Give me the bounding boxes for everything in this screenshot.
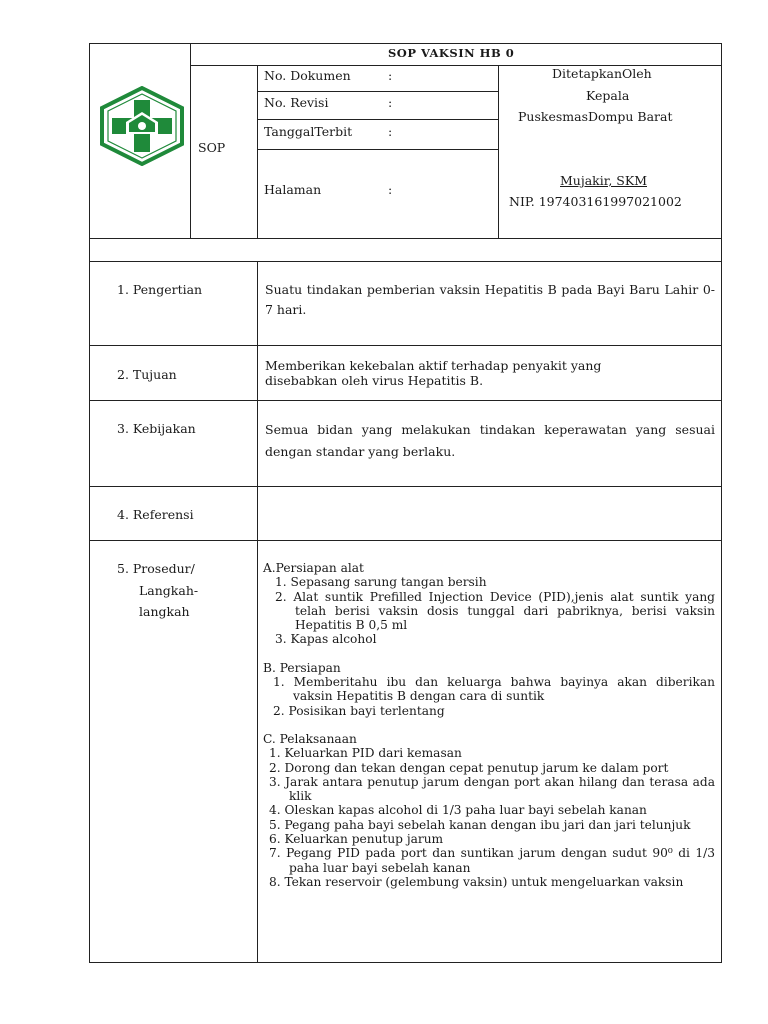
field-no-revisi-sep: : [388, 95, 393, 110]
procedure-a-item: 1. Sepasang sarung tangan bersih [275, 575, 487, 590]
sop-label: SOP [198, 140, 226, 155]
prosedur-label-line2: Langkah- [139, 583, 199, 598]
field-tanggal-terbit-label: TanggalTerbit [264, 124, 353, 139]
field-no-dokumen-label: No. Dokumen [264, 68, 351, 83]
procedure-c-item: 8. Tekan reservoir (gelembung vaksin) untuk mengeluarkan vaksin [269, 874, 684, 889]
approval-line3: PuskesmasDompu Barat [518, 109, 673, 124]
puskesmas-logo-icon [98, 86, 186, 166]
procedure-c-title: C. Pelaksanaan [263, 731, 357, 746]
field-halaman-sep: : [388, 182, 393, 197]
procedure-b-item: 1. Memberitahu ibu dan keluarga bahwa bayinya akan diberikan vaksin Hepatitis B dengan cara di suntik [273, 675, 715, 704]
prosedur-label-line1: 5. Prosedur/ [117, 561, 195, 576]
section-pengertian-label: 1. Pengertian [117, 282, 203, 297]
section-tujuan-text: Memberikan kekebalan aktif terhadap penyakit yang disebabkan oleh virus Hepatitis B. [265, 358, 602, 388]
document-title: SOP VAKSIN HB 0 [388, 46, 515, 60]
procedure-c-item: 7. Pegang PID pada port dan suntikan jarum dengan sudut 90⁰ di 1/3 paha luar bayi sebelah kanan [269, 846, 715, 875]
procedure-c-item: 6. Keluarkan penutup jarum [269, 832, 444, 847]
procedure-a-item: 2. Alat suntik Prefilled Injection Device (PID),jenis alat suntik yang telah berisi vaksin dosis tunggal dari pabriknya, berisi vaksin Hepatitis B 0,5 ml [275, 589, 715, 633]
section-kebijakan-text: Semua bidan yang melakukan tindakan keperawatan yang sesuai dengan standar yang berlaku. [265, 422, 715, 459]
section-tujuan-label: 2. Tujuan [117, 367, 177, 382]
approval-line2: Kepala [586, 88, 630, 103]
approval-line1: DitetapkanOleh [552, 66, 652, 81]
field-no-revisi-label: No. Revisi [264, 95, 329, 110]
procedure-a-item: 3. Kapas alcohol [275, 632, 377, 647]
procedure-c-item: 3. Jarak antara penutup jarum dengan port akan hilang dan terasa ada klik [269, 774, 715, 804]
procedure-c-item: 5. Pegang paha bayi sebelah kanan dengan ibu jari dan jari telunjuk [269, 817, 691, 832]
section-referensi-label: 4. Referensi [117, 507, 194, 522]
prosedur-label-line3: langkah [139, 604, 190, 619]
procedure-a-title: A.Persiapan alat [263, 561, 364, 575]
section-pengertian-text: Suatu tindakan pemberian vaksin Hepatitis B pada Bayi Baru Lahir 0-7 hari. [265, 282, 715, 317]
field-no-dokumen-sep: : [388, 68, 393, 83]
field-tanggal-terbit-sep: : [388, 124, 393, 139]
field-halaman-label: Halaman [264, 182, 322, 197]
procedure-c-item: 2. Dorong dan tekan dengan cepat penutup jarum ke dalam port [269, 760, 669, 775]
procedure-content [263, 561, 715, 889]
approval-nip: NIP. 197403161997021002 [509, 194, 682, 209]
approval-name: Mujakir, SKM [560, 173, 647, 188]
procedure-c-item: 4. Oleskan kapas alcohol di 1/3 paha luar bayi sebelah kanan [269, 803, 647, 818]
procedure-c-item: 1. Keluarkan PID dari kemasan [269, 746, 462, 761]
section-kebijakan-label: 3. Kebijakan [117, 421, 196, 436]
procedure-b-item: 2. Posisikan bayi terlentang [273, 703, 445, 718]
procedure-b-title: B. Persiapan [263, 660, 341, 675]
